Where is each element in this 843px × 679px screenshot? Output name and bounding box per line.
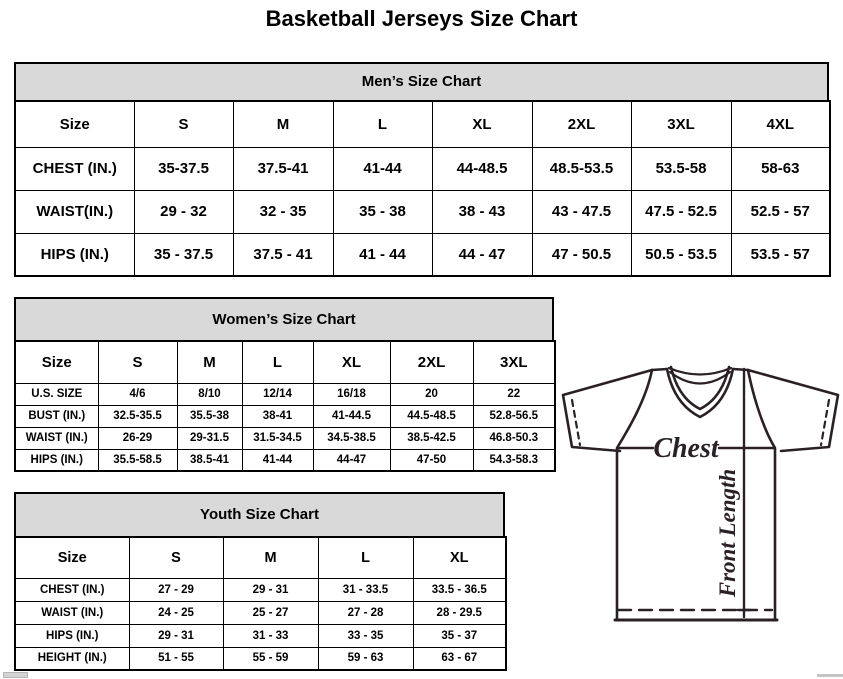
data-cell: 58-63 [731,147,830,190]
column-header: M [233,101,333,147]
jersey-cuff-dash-left [572,400,580,445]
table-row [15,647,506,670]
data-cell: 44.5-48.5 [390,405,473,427]
data-cell: 31 - 33 [223,624,318,647]
column-header-row [15,341,555,383]
column-header: Size [15,101,134,147]
data-cell: 41-44 [242,449,313,471]
data-cell: 32.5-35.5 [98,405,177,427]
column-header: S [98,341,177,383]
jersey-shoulder-left [652,369,667,370]
column-header: XL [413,537,506,578]
data-cell: 38.5-42.5 [390,427,473,449]
data-cell: 63 - 67 [413,647,506,670]
column-header: S [129,537,223,578]
data-cell: 41-44 [333,147,432,190]
column-header: M [177,341,242,383]
column-header: XL [313,341,390,383]
data-cell: 4/6 [98,383,177,405]
jersey-cuff-dash-right [821,400,829,445]
column-header-row [15,537,506,578]
data-cell: 34.5-38.5 [313,427,390,449]
data-cell: 38.5-41 [177,449,242,471]
column-header: L [333,101,432,147]
data-cell: 27 - 28 [318,601,413,624]
row-label: HIPS (IN.) [15,624,129,647]
data-cell: 47.5 - 52.5 [631,190,731,233]
row-label: BUST (IN.) [15,405,98,427]
table-row [15,147,830,190]
data-cell: 8/10 [177,383,242,405]
row-label: WAIST (IN.) [15,427,98,449]
data-cell: 33 - 35 [318,624,413,647]
data-cell: 41-44.5 [313,405,390,427]
column-header: 3XL [473,341,555,383]
data-cell: 35.5-38 [177,405,242,427]
data-cell: 54.3-58.3 [473,449,555,471]
data-cell: 33.5 - 36.5 [413,578,506,601]
chest-label: Chest [653,433,719,464]
mens-size-table [14,100,831,277]
data-cell: 53.5 - 57 [731,233,830,276]
column-header-row [15,101,830,147]
front-length-label: Front Length [715,468,740,598]
data-cell: 50.5 - 53.5 [631,233,731,276]
data-cell: 31 - 33.5 [318,578,413,601]
table-row [15,233,830,276]
data-cell: 41 - 44 [333,233,432,276]
column-header: XL [432,101,532,147]
youth-size-chart-title: Youth Size Chart [14,492,505,536]
row-label: HEIGHT (IN.) [15,647,129,670]
youth-size-chart [14,492,505,671]
jersey-sleeve-right [748,370,838,451]
data-cell: 47 - 50.5 [532,233,631,276]
data-cell: 35-37.5 [134,147,233,190]
column-header: 2XL [532,101,631,147]
table-row [15,449,555,471]
table-row [15,624,506,647]
data-cell: 28 - 29.5 [413,601,506,624]
data-cell: 52.5 - 57 [731,190,830,233]
jersey-shoulder-right [733,369,748,370]
column-header: L [318,537,413,578]
data-cell: 51 - 55 [129,647,223,670]
data-cell: 29 - 31 [223,578,318,601]
column-header: 4XL [731,101,830,147]
column-header: L [242,341,313,383]
table-row [15,427,555,449]
data-cell: 44 - 47 [432,233,532,276]
data-cell: 26-29 [98,427,177,449]
column-header: S [134,101,233,147]
data-cell: 59 - 63 [318,647,413,670]
data-cell: 29 - 31 [129,624,223,647]
column-header: Size [15,341,98,383]
data-cell: 37.5-41 [233,147,333,190]
data-cell: 22 [473,383,555,405]
data-cell: 48.5-53.5 [532,147,631,190]
column-header: 3XL [631,101,731,147]
youth-size-table [14,536,507,671]
table-row [15,578,506,601]
table-row [15,190,830,233]
data-cell: 38 - 43 [432,190,532,233]
data-cell: 35 - 37 [413,624,506,647]
row-label: WAIST(IN.) [15,190,134,233]
data-cell: 35 - 37.5 [134,233,233,276]
data-cell: 29-31.5 [177,427,242,449]
jersey-measurement-diagram [558,360,843,679]
data-cell: 53.5-58 [631,147,731,190]
data-cell: 35.5-58.5 [98,449,177,471]
page-title: Basketball Jerseys Size Chart [265,6,578,31]
womens-size-table [14,340,556,472]
data-cell: 20 [390,383,473,405]
data-cell: 16/18 [313,383,390,405]
row-label: HIPS (IN.) [15,449,98,471]
data-cell: 52.8-56.5 [473,405,555,427]
data-cell: 31.5-34.5 [242,427,313,449]
jersey-collar-v-inner [671,367,729,409]
scrollbar-fragment-left[interactable] [3,672,28,678]
data-cell: 27 - 29 [129,578,223,601]
table-row [15,601,506,624]
row-label: CHEST (IN.) [15,147,134,190]
data-cell: 37.5 - 41 [233,233,333,276]
row-label: CHEST (IN.) [15,578,129,601]
womens-size-chart-title: Women’s Size Chart [14,297,554,340]
column-header: M [223,537,318,578]
scrollbar-fragment-right[interactable] [817,674,843,677]
data-cell: 38-41 [242,405,313,427]
row-label: HIPS (IN.) [15,233,134,276]
jersey-collar-arc-top [669,368,731,375]
table-row [15,405,555,427]
data-cell: 32 - 35 [233,190,333,233]
data-cell: 12/14 [242,383,313,405]
column-header: 2XL [390,341,473,383]
data-cell: 44-47 [313,449,390,471]
mens-size-chart-title: Men’s Size Chart [14,62,829,100]
data-cell: 46.8-50.3 [473,427,555,449]
womens-size-chart [14,297,554,472]
data-cell: 55 - 59 [223,647,318,670]
column-header: Size [15,537,129,578]
data-cell: 35 - 38 [333,190,432,233]
data-cell: 47-50 [390,449,473,471]
mens-size-chart [14,62,829,277]
row-label: U.S. SIZE [15,383,98,405]
row-label: WAIST (IN.) [15,601,129,624]
table-row [15,383,555,405]
data-cell: 44-48.5 [432,147,532,190]
data-cell: 24 - 25 [129,601,223,624]
data-cell: 43 - 47.5 [532,190,631,233]
data-cell: 29 - 32 [134,190,233,233]
data-cell: 25 - 27 [223,601,318,624]
